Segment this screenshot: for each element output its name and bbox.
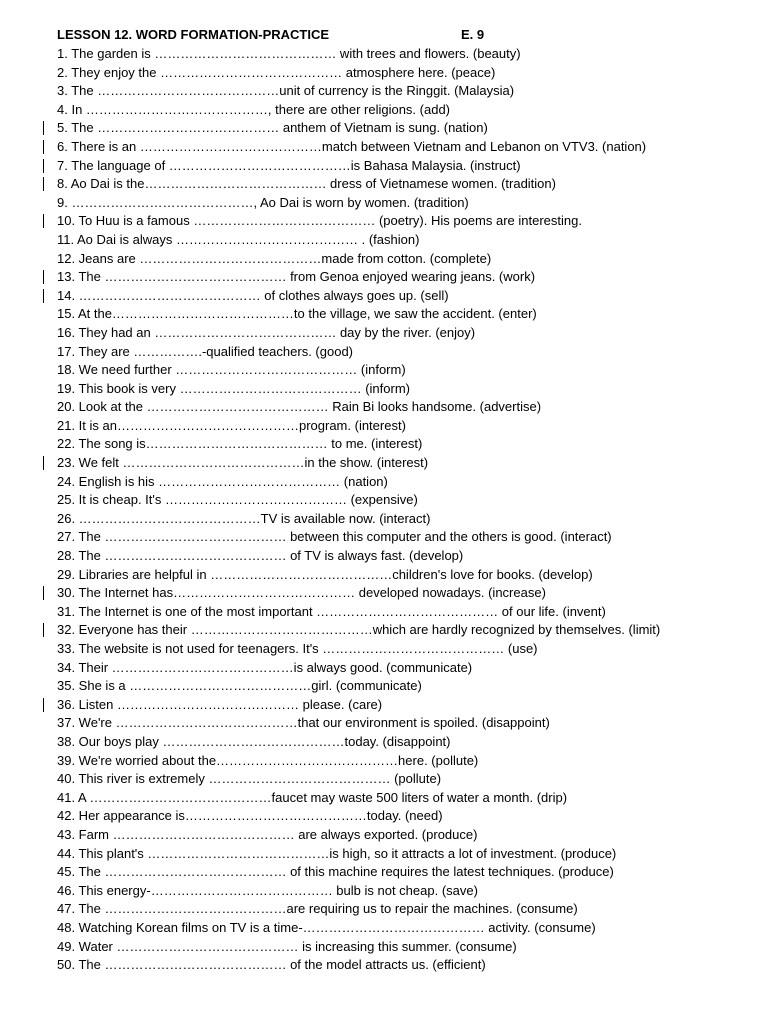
exercise-text: 12. Jeans are ……………………………………made from cotton. (complete) [57, 250, 492, 266]
exercise-text: 9. ……………………………………, Ao Dai is worn by women. (tradition) [57, 194, 469, 210]
exercise-item [57, 250, 757, 269]
exercise-item [57, 752, 757, 771]
exercise-item [57, 231, 757, 250]
exercise-item [57, 101, 757, 120]
exercise-text: 29. Libraries are helpful in ……………………………………children's love for books. (develop) [57, 566, 593, 582]
exercise-text: 14. …………………………………… of clothes always goes up. (sell) [57, 287, 449, 303]
exercise-item [57, 212, 757, 231]
exercise-item [57, 119, 757, 138]
exercise-item [57, 417, 757, 436]
exercise-item [57, 82, 757, 101]
exercise-text: 15. At the……………………………………to the village, we saw the accident. (enter) [57, 306, 537, 322]
exercise-text: 3. The ……………………………………unit of currency is the Ringgit. (Malaysia) [57, 83, 515, 99]
exercise-item [57, 566, 757, 585]
exercise-text: 38. Our boys play ……………………………………today. (disappoint) [57, 733, 451, 749]
exercise-item [57, 64, 757, 83]
exercise-text: 40. This river is extremely …………………………………… (pollute) [57, 771, 442, 787]
exercise-text: 19. This book is very …………………………………… (inform) [57, 380, 410, 396]
exercise-item [57, 528, 757, 547]
exercise-text: 1. The garden is …………………………………… with trees and flowers. (beauty) [57, 46, 521, 61]
exercise-item [57, 194, 757, 213]
exercise-item [57, 268, 757, 287]
exercise-item [57, 473, 757, 492]
exercise-item [57, 380, 757, 399]
margin-change-bar [43, 270, 44, 284]
exercise-item [57, 882, 757, 901]
exercise-text: 22. The song is…………………………………… to me. (interest) [57, 436, 423, 452]
exercise-text: 39. We're worried about the……………………………………here. (pollute) [57, 752, 479, 768]
exercise-text: 42. Her appearance is……………………………………today. (need) [57, 808, 443, 824]
exercise-text: 31. The Internet is one of the most important …………………………………… of our life. (invent) [57, 603, 606, 619]
exercise-item [57, 789, 757, 808]
exercise-text: 37. We're ……………………………………that our environment is spoiled. (disappoint) [57, 715, 550, 731]
exercise-text: 36. Listen …………………………………… please. (care) [57, 696, 383, 712]
exercise-item [57, 510, 757, 529]
margin-change-bar [43, 177, 44, 191]
exercise-item [57, 621, 757, 640]
exercise-item [57, 770, 757, 789]
margin-change-bar [43, 140, 44, 154]
exercise-item [57, 491, 757, 510]
exercise-item [57, 938, 757, 957]
exercise-text: 23. We felt ……………………………………in the show. (interest) [57, 455, 429, 471]
exercise-item [57, 640, 757, 659]
exercise-text: 46. This energy-…………………………………… bulb is not cheap. (save) [57, 882, 478, 898]
exercise-item [57, 547, 757, 566]
exercise-item [57, 584, 757, 603]
margin-change-bar [43, 214, 44, 228]
exercise-item [57, 659, 757, 678]
exercise-item [57, 45, 757, 64]
exercise-text: 10. To Huu is a famous …………………………………… (poetry). His poems are interesting. [57, 213, 582, 229]
page-title: LESSON 12. WORD FORMATION-PRACTICE [57, 27, 330, 42]
exercise-text: 20. Look at the …………………………………… Rain Bi looks handsome. (advertise) [57, 399, 542, 415]
exercise-text: 41. A ……………………………………faucet may waste 500 liters of water a month. (drip) [57, 789, 568, 805]
margin-change-bar [43, 121, 44, 135]
exercise-text: 21. It is an……………………………………program. (interest) [57, 417, 406, 433]
exercise-text: 25. It is cheap. It's …………………………………… (expensive) [57, 492, 418, 508]
margin-change-bar [43, 289, 44, 303]
exercise-text: 34. Their ……………………………………is always good. (communicate) [57, 659, 473, 675]
exercise-item [57, 287, 757, 306]
exercise-item [57, 863, 757, 882]
exercise-item [57, 696, 757, 715]
exercise-item [57, 714, 757, 733]
exercise-text: 47. The ……………………………………are requiring us to repair the machines. (consume) [57, 901, 578, 917]
exercise-item [57, 677, 757, 696]
exercise-item [57, 138, 757, 157]
exercise-text: 26. ……………………………………TV is available now. (interact) [57, 510, 431, 526]
grade-label: E. 9 [461, 27, 485, 42]
exercise-text: 27. The …………………………………… between this computer and the others is good. (interact) [57, 529, 612, 545]
exercise-item [57, 919, 757, 938]
margin-change-bar [43, 456, 44, 470]
exercise-text: 11. Ao Dai is always …………………………………… . (fashion) [57, 231, 420, 247]
exercise-item [57, 157, 757, 176]
exercise-text: 49. Water …………………………………… is increasing this summer. (consume) [57, 938, 517, 954]
exercise-item [57, 807, 757, 826]
exercise-text: 4. In ……………………………………, there are other religions. (add) [57, 101, 451, 117]
exercise-item [57, 398, 757, 417]
exercise-text: 35. She is a ……………………………………girl. (communicate) [57, 678, 422, 694]
exercise-text: 28. The …………………………………… of TV is always fast. (develop) [57, 548, 464, 564]
exercise-text: 8. Ao Dai is the…………………………………… dress of Vietnamese women. (tradition) [57, 176, 556, 192]
exercise-list [57, 45, 757, 975]
exercise-text: 30. The Internet has…………………………………… developed nowadays. (increase) [57, 585, 546, 601]
exercise-item [57, 343, 757, 362]
exercise-item [57, 175, 757, 194]
exercise-text: 18. We need further …………………………………… (inform) [57, 362, 406, 378]
margin-change-bar [43, 159, 44, 173]
exercise-item [57, 845, 757, 864]
exercise-text: 44. This plant's ……………………………………is high, so it attracts a lot of investment. (produce) [57, 845, 617, 861]
exercise-text: 16. They had an …………………………………… day by the river. (enjoy) [57, 324, 476, 340]
exercise-text: 7. The language of ……………………………………is Bahasa Malaysia. (instruct) [57, 157, 521, 173]
exercise-text: 24. English is his …………………………………… (nation) [57, 473, 388, 489]
exercise-text: 5. The …………………………………… anthem of Vietnam is sung. (nation) [57, 120, 488, 136]
margin-change-bar [43, 698, 44, 712]
exercise-item [57, 361, 757, 380]
exercise-item [57, 454, 757, 473]
exercise-text: 17. They are …………….-qualified teachers. (good) [57, 343, 354, 359]
margin-change-bar [43, 586, 44, 600]
exercise-text: 48. Watching Korean films on TV is a time-…………………………………… activity. (consume) [57, 919, 596, 935]
margin-change-bar [43, 623, 44, 637]
exercise-item [57, 826, 757, 845]
exercise-item [57, 305, 757, 324]
exercise-text: 6. There is an ……………………………………match between Vietnam and Lebanon on VTV3. (nation) [57, 138, 647, 154]
exercise-text: 2. They enjoy the …………………………………… atmosphere here. (peace) [57, 64, 496, 80]
exercise-text: 33. The website is not used for teenagers. It's …………………………………… (use) [57, 641, 538, 656]
exercise-text: 13. The …………………………………… from Genoa enjoyed wearing jeans. (work) [57, 269, 536, 285]
exercise-item [57, 603, 757, 622]
exercise-text: 50. The …………………………………… of the model attracts us. (efficient) [57, 957, 486, 973]
exercise-text: 32. Everyone has their ……………………………………which are hardly recognized by themselves. (limit) [57, 622, 661, 638]
exercise-item [57, 956, 757, 975]
exercise-text: 45. The …………………………………… of this machine requires the latest techniques. (produce) [57, 864, 614, 880]
exercise-item [57, 900, 757, 919]
exercise-item [57, 324, 757, 343]
exercise-item [57, 435, 757, 454]
exercise-item [57, 733, 757, 752]
exercise-text: 43. Farm …………………………………… are always exported. (produce) [57, 826, 478, 842]
page-header [57, 26, 737, 44]
